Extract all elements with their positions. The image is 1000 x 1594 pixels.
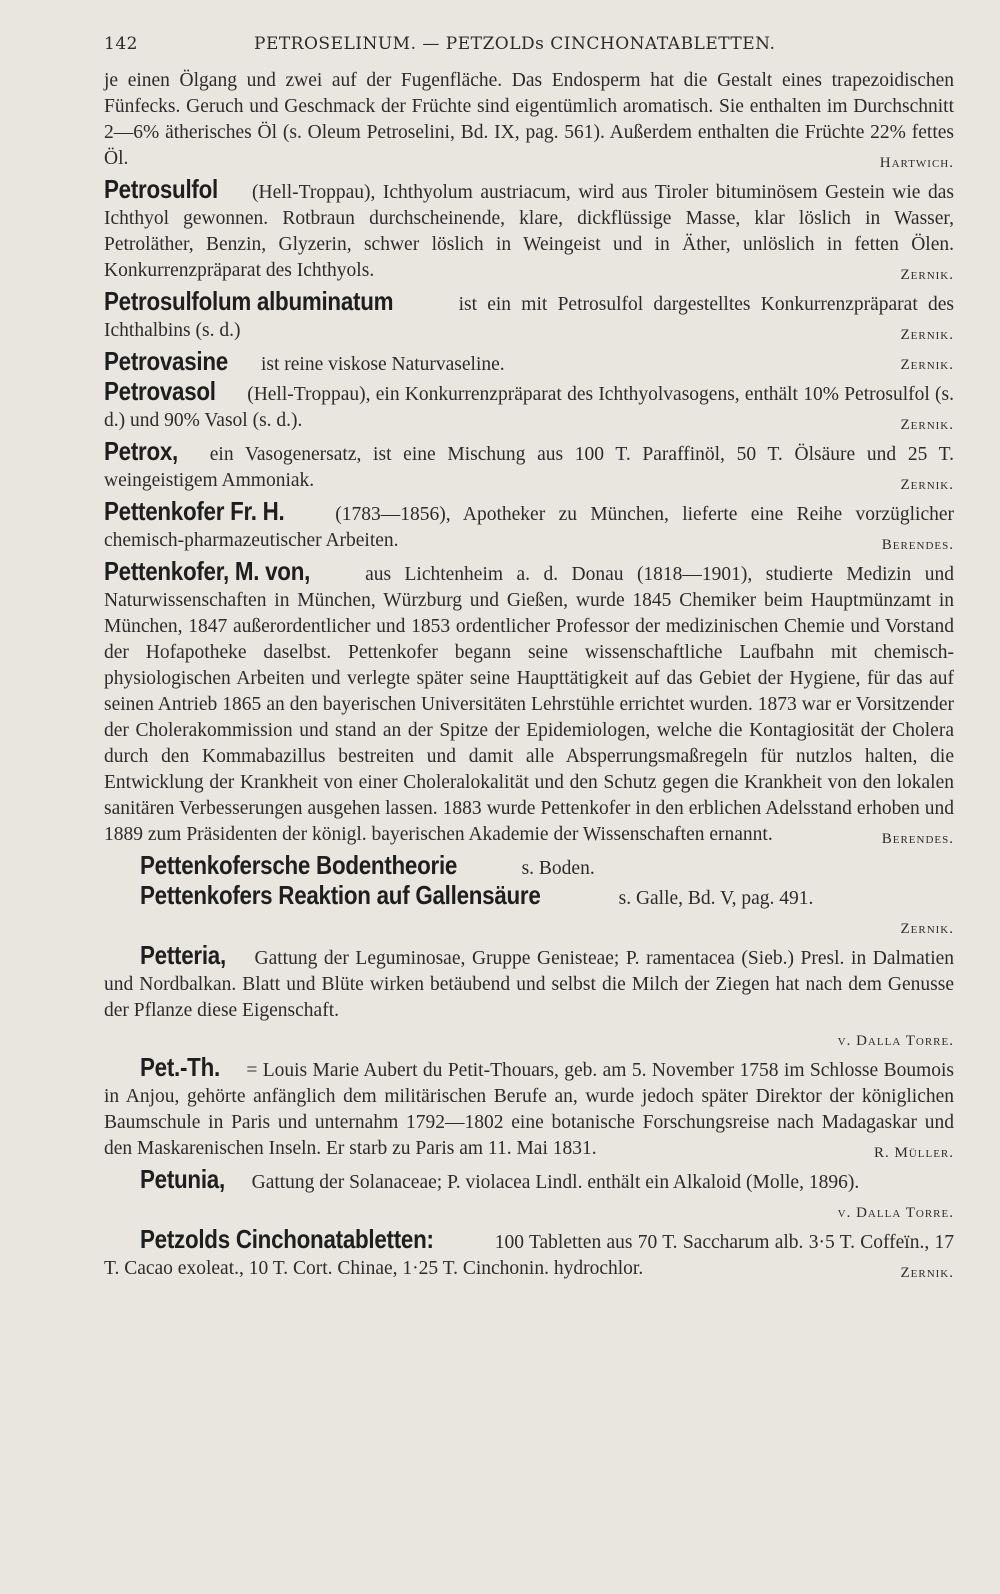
entry-author: v. Dalla Torre. xyxy=(837,1033,954,1049)
entry-author: Berendes. xyxy=(881,537,954,553)
entry-text: (Hell-Troppau), ein Konkurrenzpräparat des Ichthyolvasogens, enthält 10% Petrosulfol (s. d.) und 90% Vasol (s. d.). xyxy=(104,384,954,431)
entry-text: 100 Tabletten aus 70 T. Saccharum alb. 3·5 T. Coffeïn., 17 T. Cacao exoleat., 10 T. Cort. Chinae, 1·25 T. Cinchonin. hydrochlor. xyxy=(104,1232,954,1279)
entry-petunia xyxy=(104,1166,954,1226)
entry-heading: Petzolds Cinchonatabletten: xyxy=(140,1224,434,1254)
entry-heading: Petrovasine xyxy=(104,346,228,376)
entry-heading: Petteria, xyxy=(140,940,226,970)
entry-heading: Petunia, xyxy=(140,1164,225,1194)
entry-text: ist reine viskose Naturvaseline. xyxy=(260,354,505,375)
entry-text: s. Galle, Bd. V, pag. 491. xyxy=(618,888,814,909)
entry-text: ein Vasogenersatz, ist eine Mischung aus 100 T. Paraffinöl, 50 T. Ölsäure und 25 T. weingeistigem Ammoniak. xyxy=(104,444,955,491)
entry-petrovasol xyxy=(104,378,954,438)
entry-author: Zernik. xyxy=(900,267,954,283)
entry-petzolds-cinchonatabletten xyxy=(104,1226,954,1286)
running-head: PETROSELINUM. — PETZOLDs CINCHONATABLETTEN. xyxy=(254,34,776,54)
entry-text: ist ein mit Petrosulfol dargestelltes Konkurrenzpräparat des Ichthalbins (s. d.) xyxy=(104,294,954,341)
entry-text: je einen Ölgang und zwei auf der Fugenfläche. Das Endosperm hat die Gestalt eines trapezoidischen Fünfecks. Geruch und Geschmack der Früchte sind eigentümlich aromatisch. Sie enthalten im Durchschnitt 2—6% ätherisches Öl (s. Oleum Petroselini, Bd. IX, pag. 561). Außerdem enthalten die Früchte 22% fettes Öl. xyxy=(104,70,954,169)
entry-heading: Petrovasol xyxy=(104,376,216,406)
entry-continuation xyxy=(104,68,954,176)
entry-author: Zernik. xyxy=(900,477,954,493)
entry-author: v. Dalla Torre. xyxy=(837,1205,954,1221)
entry-pettenkofer-fr-h xyxy=(104,498,954,558)
entry-text: aus Lichtenheim a. d. Donau (1818—1901), studierte Medizin und Naturwissenschaften in München, Würzburg und Gießen, wurde 1845 Chemiker beim Hauptmünzamt in München, 1847 außerordentlicher und 1853 ordentlicher Professor der medizinischen Chemie und Vorstand der Hofapotheke daselbst. Pettenkofer begann seine wissenschaftliche Laufbahn mit chemisch-physiologischen Arbeiten und verlegte später seine Haupttätigkeit auf das Gebiet der Hygiene, für das auf seinen Antrieb 1865 an den bayerischen Universitäten Lehrstühle errichtet wurden. 1873 war er Vorsitzender der Cholerakommission und stand an der Spitze der Epidemiologen, welche die Kontagiosität der Cholera durch den Kommabazillus bestreiten und damit alle Absperrungsmaßregeln für nutzlos halten, die Entwicklung der Krankheit von einer Choleralokalität und den Schutz gegen die Krankheit von den lokalen sanitären Verbesserungen ausgehen lassen. 1883 wurde Pettenkofer in den erblichen Adelsstand erhoben und 1889 zum Präsidenten der königl. bayerischen Akademie der Wissenschaften ernannt. xyxy=(104,564,955,845)
entry-heading: Pettenkofersche Bodentheorie xyxy=(140,850,458,880)
entry-pettenkofersche-bodentheorie xyxy=(104,852,954,882)
entry-heading: Pettenkofers Reaktion auf Gallensäure xyxy=(140,880,541,910)
entry-author: Berendes. xyxy=(881,831,954,847)
entry-heading: Petrosulfolum albuminatum xyxy=(104,286,394,316)
entry-pettenkofers-reaktion xyxy=(104,882,954,942)
page-number: 142 xyxy=(104,34,138,54)
entry-heading: Pettenkofer, M. von, xyxy=(104,556,311,586)
entry-heading: Pettenkofer Fr. H. xyxy=(104,496,285,526)
entry-text: s. Boden. xyxy=(521,858,595,879)
entry-petrovasine xyxy=(104,348,954,378)
entry-text: (1783—1856), Apotheker zu München, lieferte eine Reihe vorzüglicher chemisch-pharmazeutischer Arbeiten. xyxy=(104,504,955,551)
entry-petrosulfolum-albuminatum xyxy=(104,288,954,348)
entry-text: Gattung der Solanaceae; P. violacea Lindl. enthält ein Alkaloid (Molle, 1896). xyxy=(251,1172,860,1193)
entry-author: Zernik. xyxy=(900,921,954,937)
page-header xyxy=(104,34,954,54)
entry-heading: Petrosulfol xyxy=(104,174,218,204)
entry-author: Hartwich. xyxy=(879,155,954,171)
entry-heading: Petrox, xyxy=(104,436,179,466)
entry-petrox xyxy=(104,438,954,498)
entry-author: Zernik. xyxy=(900,327,954,343)
entry-author: R. Müller. xyxy=(873,1145,954,1161)
entry-petrosulfol xyxy=(104,176,954,288)
entry-author: Zernik. xyxy=(900,357,954,373)
entry-petteria xyxy=(104,942,954,1054)
entry-author: Zernik. xyxy=(900,1265,954,1281)
entry-text: = Louis Marie Aubert du Petit-Thouars, geb. am 5. November 1758 im Schlosse Boumois in Anjou, gehörte anfänglich dem militärischen Berufe an, wurde jedoch später Direktor der königlichen Baumschule in Paris und unternahm 1792—1802 eine botanische Forschungsreise nach Madagaskar und den Maskarenischen Inseln. Er starb zu Paris am 11. Mai 1831. xyxy=(104,1060,954,1159)
entry-pettenkofer-m-von xyxy=(104,558,954,852)
entry-heading: Pet.-Th. xyxy=(140,1052,220,1082)
entry-text: Gattung der Leguminosae, Gruppe Genisteae; P. ramentacea (Sieb.) Presl. in Dalmatien und Nordbalkan. Blatt und Blüte wirken betäubend und selbst die Milch der Ziegen hat nach dem Genusse der Pflanze diese Eigenschaft. xyxy=(104,948,955,1021)
entry-pet-th xyxy=(104,1054,954,1166)
entry-text: (Hell-Troppau), Ichthyolum austriacum, wird aus Tiroler bituminösem Gestein wie das Ichthyol gewonnen. Rotbraun durchscheinende, klare, dickflüssige Masse, klar löslich in Wasser, Petroläther, Benzin, Glyzerin, schwer löslich in Weingeist und in Äther, unlöslich in fetten Ölen. Konkurrenzpräparat des Ichthyols. xyxy=(104,182,954,281)
entry-author: Zernik. xyxy=(900,417,954,433)
